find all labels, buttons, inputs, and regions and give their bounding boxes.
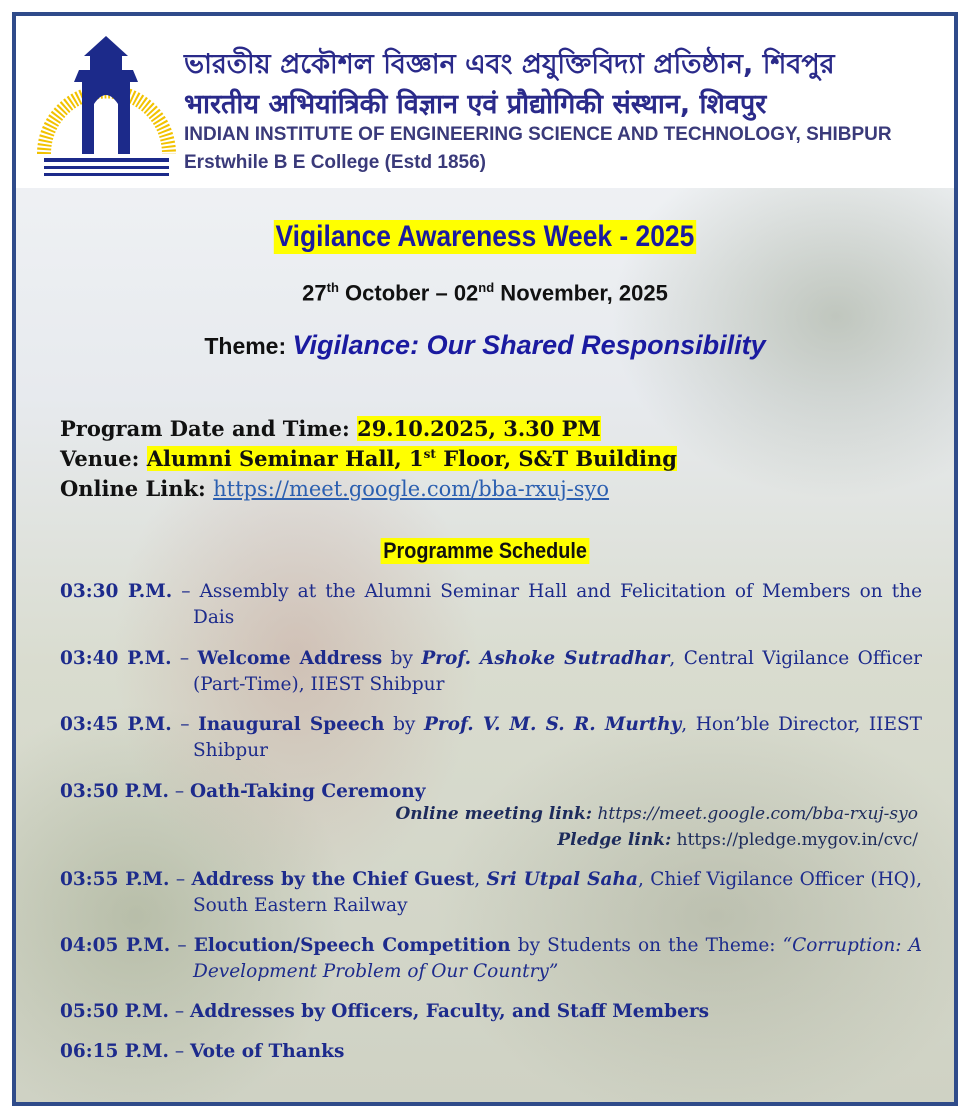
date-sup: th	[326, 280, 339, 295]
schedule-text: –	[169, 869, 192, 890]
date-sup: nd	[478, 280, 495, 295]
schedule-text: , Hon’ble Director, IIEST Shibpur	[193, 714, 922, 761]
schedule-text: Inaugural Speech	[198, 714, 385, 735]
schedule-text: –	[168, 1001, 190, 1022]
poster-frame	[12, 12, 958, 1106]
schedule-text: Vote of Thanks	[189, 1041, 345, 1062]
schedule-text: Address by the Chief Guest	[191, 869, 475, 890]
schedule-item	[60, 779, 922, 805]
schedule-time: 03:50 P.M.	[60, 781, 169, 802]
date-part: October – 02	[338, 280, 479, 306]
value: Alumni Seminar Hall, 1	[146, 446, 424, 471]
event-title-text: Vigilance Awareness Week - 2025	[275, 220, 695, 253]
schedule-item	[60, 999, 922, 1025]
schedule-time: 06:15 P.M.	[60, 1041, 169, 1062]
oath-meeting-link	[395, 804, 918, 824]
schedule-text: –	[170, 935, 194, 956]
schedule-text: Sri Utpal Saha	[486, 869, 638, 890]
online-link[interactable]: https://meet.google.com/bba-rxuj-syo	[213, 477, 610, 501]
schedule-text: by Students on the Theme:	[510, 935, 783, 956]
schedule-time: 03:45 P.M.	[60, 714, 172, 735]
hindi-name: भारतीय अभियांत्रिकी विज्ञान एवं प्रौद्योगिकी संस्थान, शिवपुर	[184, 89, 767, 120]
schedule-text: “Corruption: A Development Problem of Our Country”	[193, 935, 923, 982]
schedule-item	[60, 646, 922, 698]
label: Online meeting link:	[395, 804, 593, 824]
theme-label: Theme:	[204, 333, 293, 359]
institute-logo	[34, 34, 179, 179]
oath-pledge-link	[557, 830, 918, 850]
schedule-item	[60, 1039, 922, 1065]
schedule-item	[60, 867, 922, 919]
schedule-title-text: Programme Schedule	[381, 538, 590, 564]
schedule-item	[60, 933, 922, 985]
schedule-time: 03:30 P.M.	[60, 581, 173, 602]
pledge-url[interactable]: https://pledge.mygov.in/cvc/	[676, 830, 918, 850]
meeting-url[interactable]: https://meet.google.com/bba-rxuj-syo	[597, 804, 918, 824]
value-sup: st	[423, 447, 436, 461]
schedule-text: by	[384, 714, 424, 735]
erstwhile-name: Erstwhile B E College (Estd 1856)	[184, 152, 486, 173]
institute-header	[16, 16, 954, 188]
schedule-text: Prof. Ashoke Sutradhar	[421, 648, 670, 669]
schedule-text: –	[168, 781, 190, 802]
schedule-text: , Central Vigilance Officer (Part-Time), IIEST Shibpur	[193, 648, 923, 695]
schedule-time: 05:50 P.M.	[60, 1001, 169, 1022]
label: Venue	[60, 446, 132, 471]
bengali-name: ভারতীয় প্রকৌশল বিজ্ঞান এবং প্রযুক্তিবিদ্যা প্রতিষ্ঠান, শিবপুর	[184, 49, 835, 80]
program-date-time: Program Date and Time: 29.10.2025, 3.30 PM	[60, 416, 601, 441]
date-part: November, 2025	[494, 280, 668, 306]
schedule-text: Addresses by Officers, Faculty, and Staff Members	[189, 1001, 709, 1022]
schedule-text: , Chief Vigilance Officer (HQ), South Eastern Railway	[193, 869, 923, 916]
program-online-link: Online Link: https://meet.google.com/bba-rxuj-syo	[60, 476, 610, 501]
schedule-item	[60, 579, 922, 631]
schedule-item	[60, 712, 922, 764]
label: Program Date and Time	[60, 416, 342, 441]
label: Online Link	[60, 476, 199, 501]
schedule-text: –	[168, 1041, 190, 1062]
schedule-time: 04:05 P.M.	[60, 935, 171, 956]
label: Pledge link:	[557, 830, 672, 850]
schedule-text: Elocution/Speech Competition	[193, 935, 511, 956]
event-theme	[16, 330, 954, 361]
schedule-text: – Assembly at the Alumni Seminar Hall and Felicitation of Members on the Dais	[172, 581, 923, 628]
schedule-time: 03:55 P.M.	[60, 869, 170, 890]
schedule-text: by	[382, 648, 422, 669]
date-part: 27	[302, 280, 327, 306]
schedule-time: 03:40 P.M.	[60, 648, 172, 669]
schedule-text: Oath-Taking Ceremony	[189, 781, 426, 802]
schedule-title	[16, 538, 954, 564]
value: 29.10.2025, 3.30 PM	[357, 416, 601, 441]
value: Floor, S&T Building	[435, 446, 677, 471]
schedule-text: ,	[474, 869, 487, 890]
theme-value: Vigilance: Our Shared Responsibility	[292, 330, 766, 360]
english-name: INDIAN INSTITUTE OF ENGINEERING SCIENCE AND TECHNOLOGY, SHIBPUR	[184, 124, 892, 145]
event-title	[16, 220, 954, 254]
schedule-text: –	[171, 714, 199, 735]
schedule-text: Welcome Address	[197, 648, 383, 669]
program-venue: Venue: Alumni Seminar Hall, 1st Floor, S&T Building	[60, 446, 677, 471]
event-dates	[16, 280, 954, 306]
schedule-text: –	[171, 648, 198, 669]
schedule-text: Prof. V. M. S. R. Murthy	[423, 714, 682, 735]
